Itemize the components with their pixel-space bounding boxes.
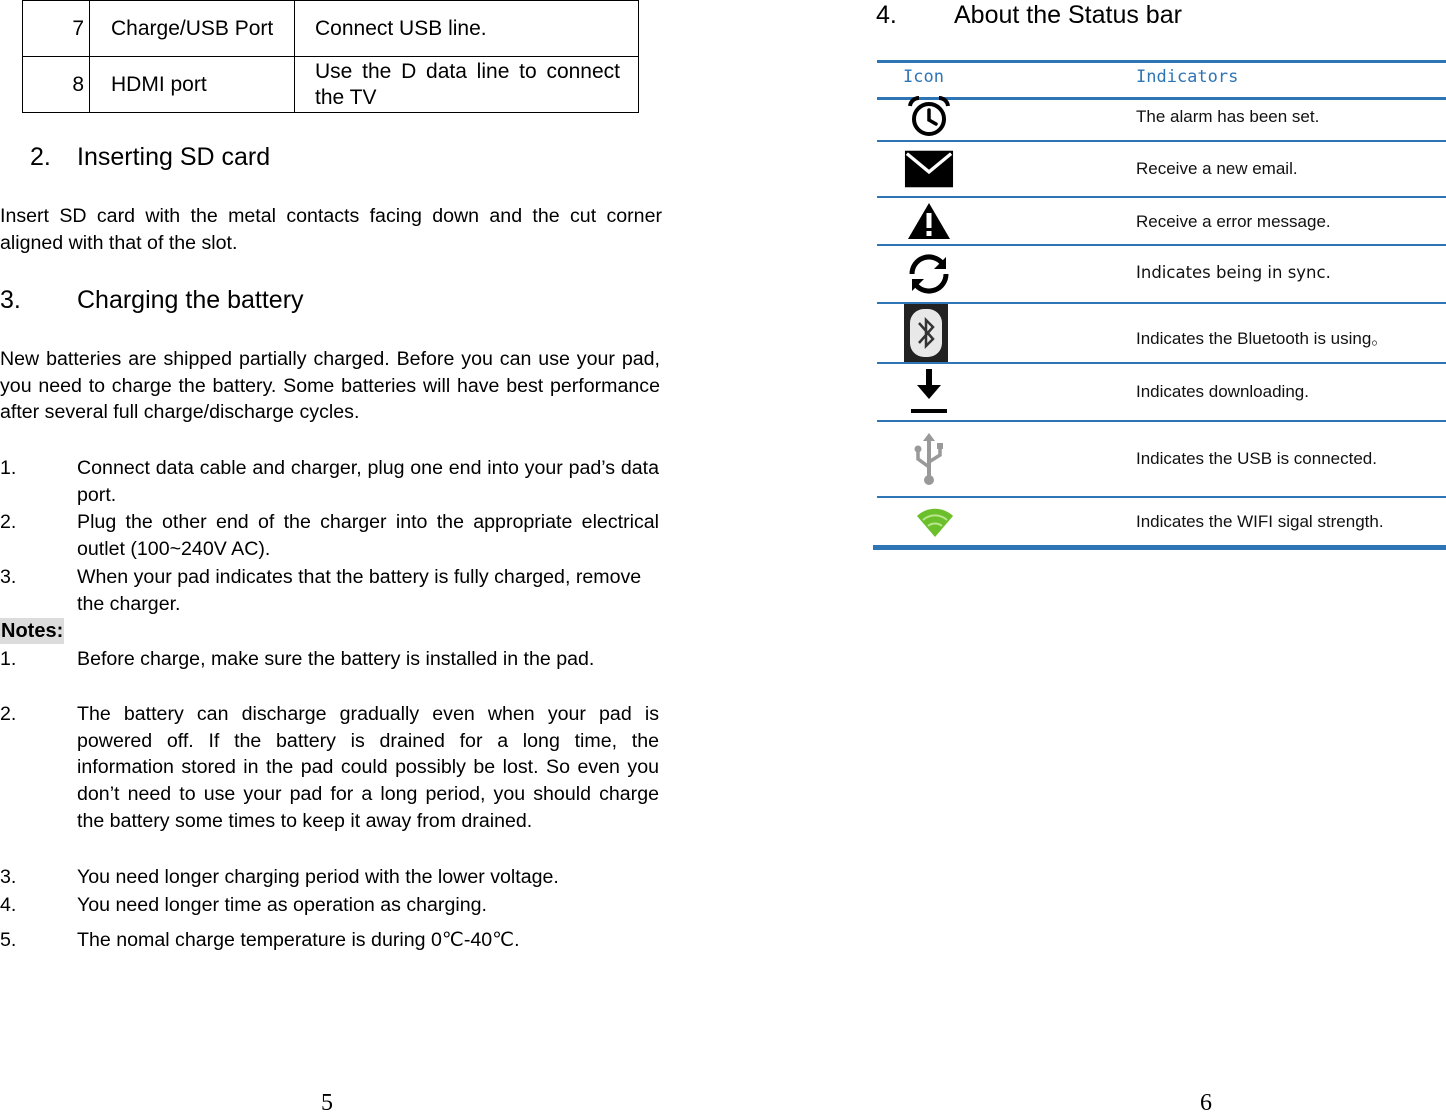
table-row — [877, 142, 1446, 198]
table-bottom-rule — [873, 545, 1446, 550]
list-number: 2. — [0, 703, 17, 725]
alarm-icon — [904, 94, 954, 140]
port-number: 8 — [23, 57, 90, 113]
indicator-text: Indicates the WIFI sigal strength. — [1136, 512, 1384, 531]
indicator-text: Receive a new email. — [1136, 159, 1298, 178]
list-text: Plug the other end of the charger into the appropriate electrical outlet (100~240V AC). — [77, 511, 659, 560]
section-3-body: New batteries are shipped partially charged. Before you can use your pad, you need to charge the battery. Some batteries will have best performance after several full charge/discharge cycles. — [0, 348, 660, 424]
list-number: 3. — [0, 566, 17, 588]
section-2-number: 2. — [30, 143, 51, 171]
list-number: 3. — [0, 866, 17, 888]
section-4-number: 4. — [876, 1, 897, 29]
indicator-text: Indicates the USB is connected. — [1136, 449, 1377, 468]
list-number: 1. — [0, 648, 17, 670]
list-number: 2. — [0, 511, 17, 533]
table-row — [23, 57, 639, 113]
table-row — [877, 422, 1446, 498]
list-number: 4. — [0, 894, 17, 916]
list-number: 1. — [0, 457, 17, 479]
list-text: The battery can discharge gradually even when your pad is powered off. If the battery is drained for a long time, the information stored in the pad could possibly be lost. So even you don’t need to use your pad for a long period, you should charge the battery some times to keep it away from drained. — [77, 703, 659, 832]
port-name: HDMI port — [90, 57, 295, 113]
page-number: 5 — [321, 1090, 333, 1116]
table-row — [877, 198, 1446, 246]
table-row — [877, 364, 1446, 422]
right-page — [700, 0, 1446, 1116]
indicator-text: Receive a error message. — [1136, 212, 1331, 231]
notes-label: Notes: — [1, 620, 64, 642]
indicator-text: Indicates downloading. — [1136, 382, 1309, 401]
list-text: When your pad indicates that the battery is fully charged, remove the charger. — [77, 566, 642, 615]
indicator-text: The alarm has been set. — [1136, 107, 1320, 126]
warning-icon — [904, 198, 954, 244]
list-text: Before charge, make sure the battery is installed in the pad. — [77, 648, 595, 670]
header-icon: Icon — [903, 67, 944, 87]
indicator-text: Indicates being in sync. — [1136, 263, 1331, 282]
section-2-title: Inserting SD card — [77, 143, 271, 171]
port-name: Charge/USB Port — [90, 1, 295, 57]
port-number: 7 — [23, 1, 90, 57]
download-icon — [904, 364, 954, 420]
email-icon — [904, 142, 954, 196]
section-2-body: Insert SD card with the metal contacts facing down and the cut corner aligned with that of the slot. — [0, 205, 662, 254]
port-description: Connect USB line. — [295, 1, 639, 57]
list-text: The nomal charge temperature is during 0℃-40℃. — [77, 929, 520, 951]
usb-icon — [904, 422, 954, 496]
section-3-number: 3. — [0, 286, 21, 314]
bluetooth-icon — [901, 304, 951, 362]
port-description: Use the D data line to connect the TV — [295, 57, 639, 113]
header-indicators: Indicators — [1136, 67, 1239, 87]
list-number: 5. — [0, 929, 17, 951]
ports-table — [22, 0, 639, 113]
table-row — [877, 246, 1446, 304]
table-row — [23, 1, 639, 57]
indicator-text: Indicates the Bluetooth is using。 — [1136, 329, 1389, 348]
table-row — [877, 94, 1446, 142]
wifi-icon — [910, 498, 960, 545]
list-text: You need longer charging period with the lower voltage. — [77, 866, 559, 888]
section-3-title: Charging the battery — [77, 286, 304, 314]
list-text: Connect data cable and charger, plug one end into your pad’s data port. — [77, 457, 659, 506]
left-page — [0, 0, 680, 1116]
sync-icon — [904, 246, 954, 302]
page-number: 6 — [1200, 1090, 1212, 1116]
list-text: You need longer time as operation as charging. — [77, 894, 487, 916]
section-4-title: About the Status bar — [954, 1, 1182, 29]
table-row — [877, 498, 1446, 545]
table-row — [877, 304, 1446, 364]
